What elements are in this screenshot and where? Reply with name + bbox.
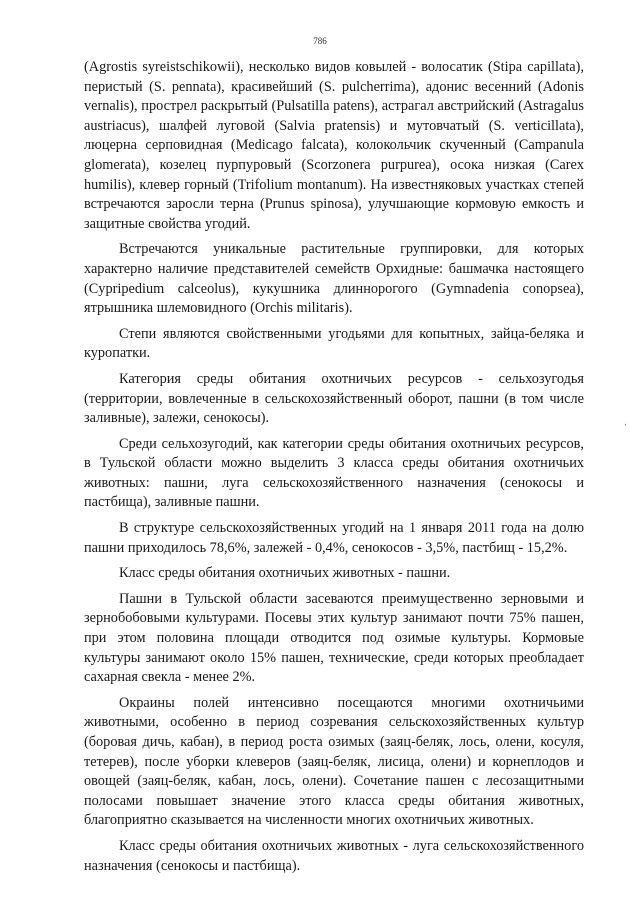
body-text [84, 58, 584, 876]
paragraph-farmland-category: Категория среды обитания охотничьих ресурсов - сельхозугодья (территории, вовлеченные в сельскохозяйственный оборот, пашни (в том числе заливные), залежи, сенокосы). [84, 370, 584, 427]
paragraph-steppe-plants-continued: (Agrostis syreistschikowii), несколько видов ковылей - волосатик (Stipa capillata), перистый (S. pennata), красивейший (S. pulcherrima), адонис весенний (Adonis vernalis), прострел раскрытый (Pulsatilla patens), астрагал австрийский (Astragalus austriacus), шалфей луговой (Salvia pratensis) и мутовчатый (S. verticillata), люцерна серповидная (Medicago falcata), колокольчик скученный (Campanula glomerata), козелец пурпуровый (Scorzonera purpurea), осока низкая (Carex humilis), клевер горный (Trifolium montanum). На известняковых участках степей встречаются заросли терна (Prunus spinosa), улучшающие кормовую емкость и защитные свойства угодий. [84, 59, 584, 232]
paragraph-orchid-groupings: Встречаются уникальные растительные группировки, для которых характерно наличие представителей семейств Орхидные: башмачка настоящего (Cypripedium calceolus), кукушника длиннорогого (Gymnadenia conopsea), ятрышника шлемовидного (Orchis militaris). [84, 241, 584, 317]
page-number: 786 [313, 36, 327, 46]
paragraph-farmland-classes: Среди сельхозугодий, как категории среды обитания охотничьих ресурсов, в Тульской области можно выделить 3 класса среды обитания охотничьих животных: пашни, луга сельскохозяйственного назначения (сенокосы и пастбища), заливные пашни. [84, 435, 584, 511]
scan-mark: , [624, 418, 627, 428]
paragraph-steppe-habitat: Степи являются свойственными угодьями для копытных, зайца-беляка и куропатки. [84, 325, 584, 362]
paragraph-meadow-class-heading: Класс среды обитания охотничьих животных - луга сельскохозяйственного назначения (сенокосы и пастбища). [84, 837, 584, 874]
paragraph-land-structure: В структуре сельскохозяйственных угодий на 1 января 2011 года на долю пашни приходилось 78,6%, залежей - 0,4%, сенокосов - 3,5%, пастбищ - 15,2%. [84, 520, 584, 556]
paragraph-field-edges: Окраины полей интенсивно посещаются многими охотничьими животными, особенно в период созревания сельскохозяйственных культур (боровая дичь, кабан), в период роста озимых (заяц-беляк, лось, олени, косуля, тетерев), после уборки клеверов (заяц-беляк, лисица, олени) и корнеплодов и овощей (заяц-беляк, кабан, лось, олени). Сочетание пашен с лесозащитными полосами повышает значение этого класса среды обитания животных, благоприятно сказывается на численности многих охотничьих животных. [84, 694, 584, 829]
paragraph-arable-crops: Пашни в Тульской области засеваются преимущественно зерновыми и зернобобовыми культурами. Посевы этих культур занимают почти 75% пашен, при этом половина площади отводится под озимые культуры. Кормовые культуры занимают около 15% пашен, технические, среди которых преобладает сахарная свекла - менее 2%. [84, 590, 584, 686]
paragraph-arable-class-heading: Класс среды обитания охотничьих животных - пашни. [119, 565, 451, 582]
